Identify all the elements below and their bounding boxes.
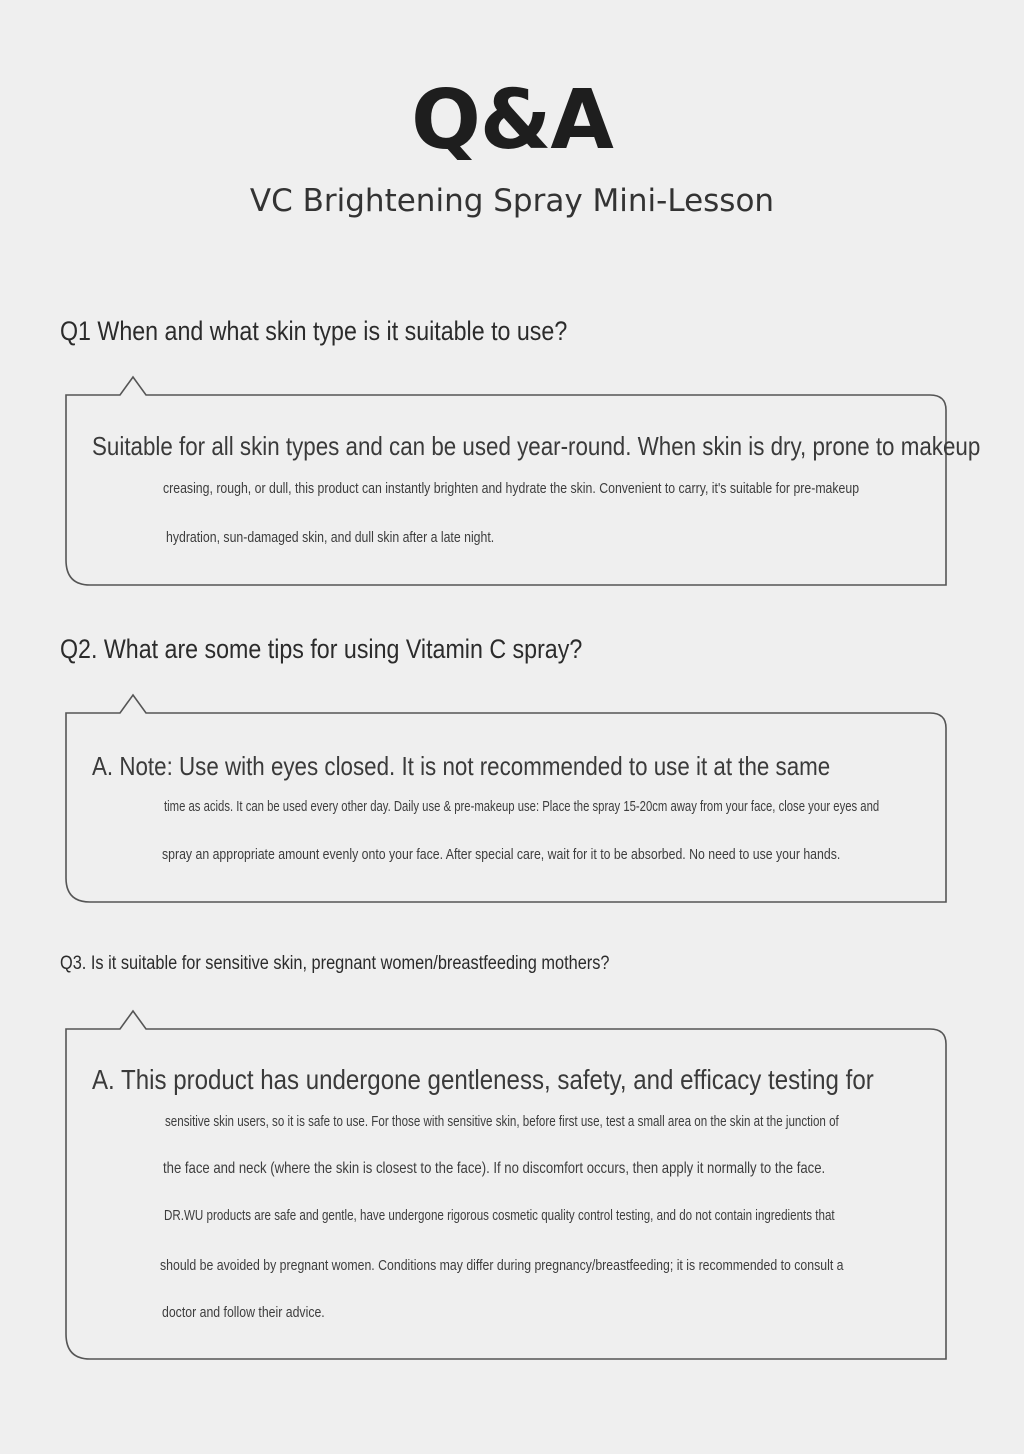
question-1: Q1 When and what skin type is it suitable to use?: [60, 316, 568, 346]
answer-2-line-1: time as acids. It can be used every other day. Daily use & pre-makeup use: Place the spray 15-20cm away from your face, close your eyes and: [164, 799, 880, 815]
answer-3-line-2: the face and neck (where the skin is closest to the face). If no discomfort occurs, then apply it normally to the face.: [163, 1160, 826, 1177]
answer-3-line-3: DR.WU products are safe and gentle, have undergone rigorous cosmetic quality control testing, and do not contain ingredients that: [164, 1208, 835, 1224]
answer-3-lead: A. This product has undergone gentleness, safety, and efficacy testing for: [92, 1064, 874, 1095]
question-2: Q2. What are some tips for using Vitamin C spray?: [60, 634, 583, 664]
answer-1-line-1: creasing, rough, or dull, this product can instantly brighten and hydrate the skin. Convenient to carry, it's suitable for pre-makeup: [163, 480, 860, 497]
answer-3-line-4: should be avoided by pregnant women. Conditions may differ during pregnancy/breastfeeding; it is recommended to consult a: [160, 1257, 844, 1274]
answer-1-lead: Suitable for all skin types and can be used year-round. When skin is dry, prone to makeup: [92, 431, 981, 461]
answer-2-lead: A. Note: Use with eyes closed. It is not recommended to use it at the same: [92, 751, 831, 781]
answer-1-line-2: hydration, sun-damaged skin, and dull skin after a late night.: [166, 529, 495, 546]
question-3: Q3. Is it suitable for sensitive skin, pregnant women/breastfeeding mothers?: [60, 953, 610, 974]
page-subtitle: VC Brightening Spray Mini-Lesson: [249, 183, 775, 219]
answer-2-line-2: spray an appropriate amount evenly onto your face. After special care, wait for it to be absorbed. No need to use your hands.: [162, 846, 841, 863]
answer-3-line-1: sensitive skin users, so it is safe to use. For those with sensitive skin, before first use, test a small area on the skin at the junction of: [165, 1114, 839, 1130]
page-title: Q&A: [411, 73, 613, 168]
answer-3-line-5: doctor and follow their advice.: [162, 1304, 325, 1321]
